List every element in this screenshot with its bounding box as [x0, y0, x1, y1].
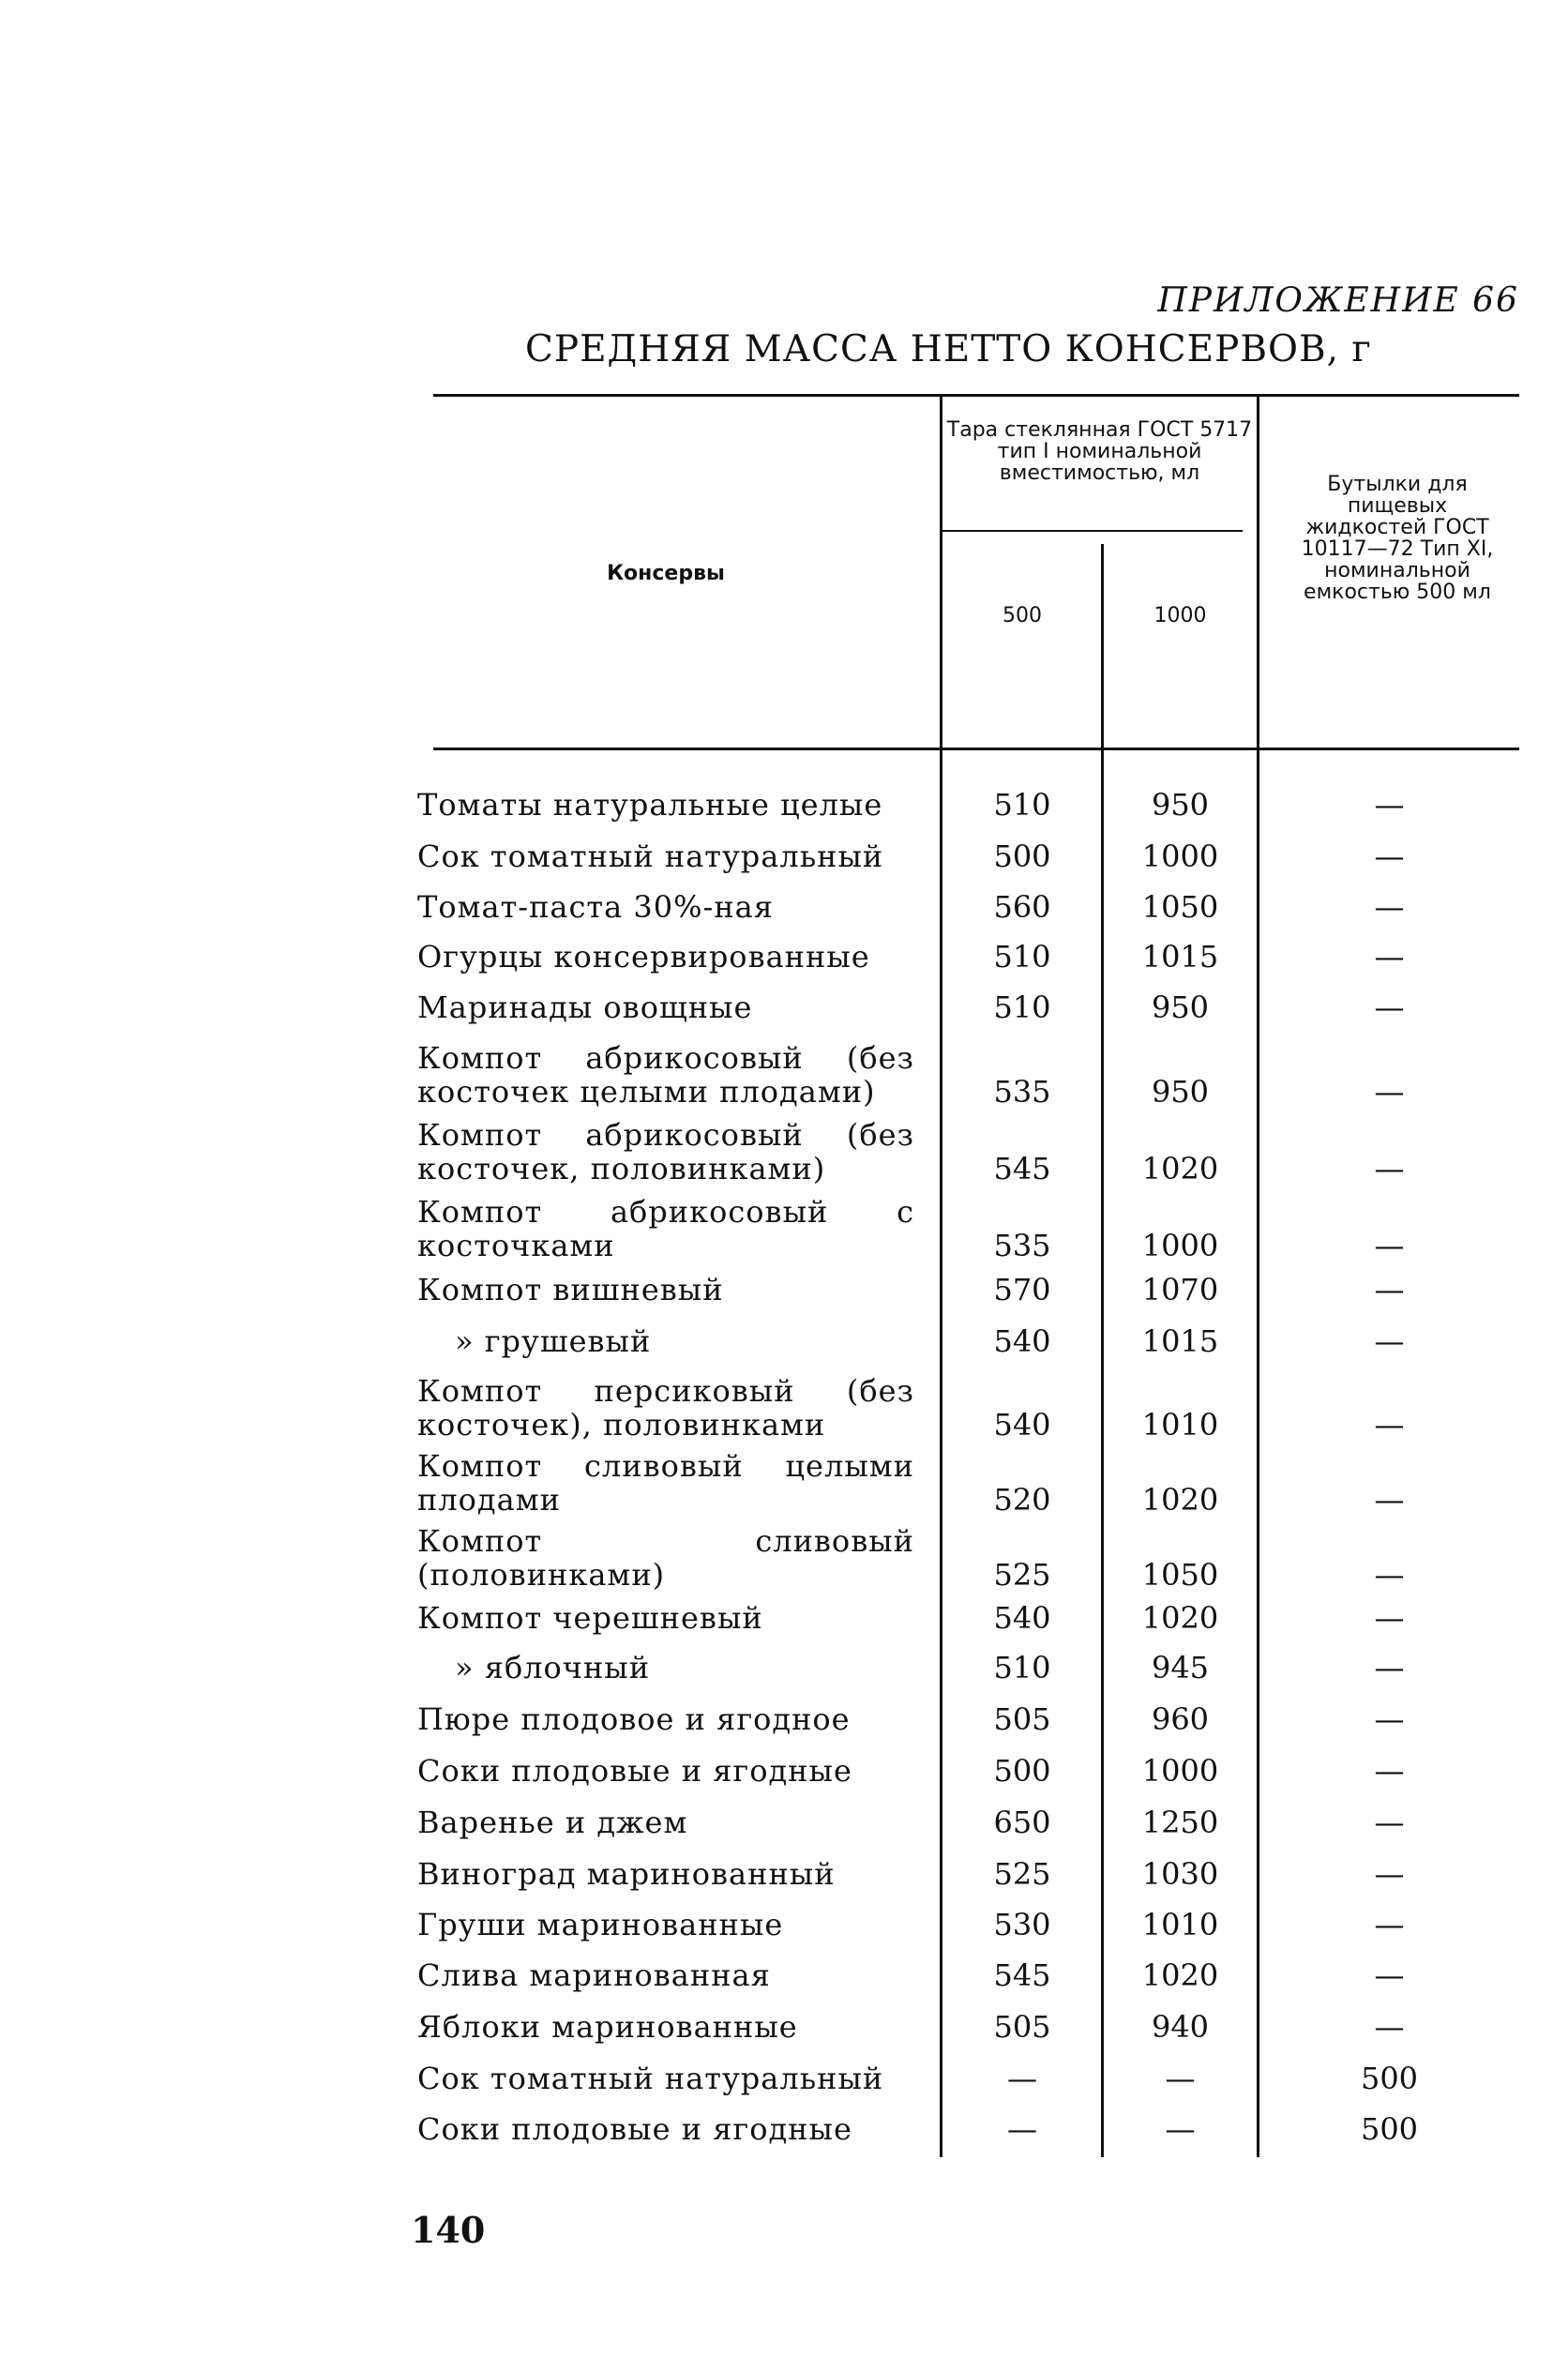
cell-1000: 1020: [1141, 1600, 1219, 1636]
cell-bottle: —: [1374, 1482, 1405, 1518]
row-name: Огурцы консервированные: [417, 939, 870, 975]
table-row: [417, 1806, 914, 1839]
row-name: Маринады овощные: [417, 990, 753, 1025]
cell-500: 500: [993, 839, 1051, 874]
cell-500: —: [1007, 2111, 1037, 2147]
row-name: Томат-паста 30%-ная: [417, 889, 774, 925]
cell-1000: 960: [1151, 1701, 1210, 1737]
table-top-rule: [433, 394, 1519, 397]
table-row: [417, 1041, 914, 1109]
table-row: [417, 1273, 914, 1307]
cell-500: 650: [993, 1805, 1051, 1840]
cell-bottle: —: [1374, 1907, 1405, 1942]
cell-bottle: —: [1374, 1753, 1405, 1789]
cell-500: 535: [993, 1228, 1051, 1263]
row-name: Варенье и джем: [417, 1805, 688, 1840]
cell-500: 540: [993, 1323, 1051, 1359]
cell-bottle: —: [1374, 1805, 1405, 1840]
table-row: [417, 940, 914, 974]
row-name: Пюре плодовое и ягодное: [417, 1701, 851, 1737]
cell-bottle: —: [1374, 1074, 1405, 1110]
cell-bottle: —: [1374, 1701, 1405, 1737]
cell-bottle: —: [1374, 1228, 1405, 1263]
cell-bottle: —: [1374, 1323, 1405, 1359]
table-row: [417, 1908, 914, 1942]
row-name: Виноград маринованный: [417, 1856, 836, 1892]
row-name: Соки плодовые и ягодные: [417, 1753, 852, 1789]
table-row: [417, 1702, 914, 1736]
table-row: [417, 2112, 914, 2146]
cell-1000: 1000: [1141, 1753, 1219, 1789]
cell-bottle: —: [1374, 787, 1405, 823]
cell-1000: 1010: [1141, 1907, 1219, 1942]
row-name: Соки плодовые и ягодные: [417, 2111, 852, 2147]
cell-bottle: —: [1374, 1151, 1405, 1186]
cell-500: 525: [993, 1557, 1051, 1593]
cell-1000: 1010: [1141, 1407, 1219, 1443]
cell-bottle: —: [1374, 1957, 1405, 1993]
table-row: [417, 990, 914, 1024]
header-glass-group: Тара стеклянная ГОСТ 5717 тип I номинальной вместимостью, мл: [946, 418, 1253, 485]
header-bottom-rule: [433, 748, 1519, 750]
table-row: [417, 1857, 914, 1891]
cell-1000: 1020: [1141, 1957, 1219, 1993]
row-name: Сок томатный натуральный: [417, 2061, 884, 2096]
table-row: [417, 1524, 914, 1592]
cell-500: 535: [993, 1074, 1051, 1110]
glass-group-rule: [942, 530, 1243, 532]
row-name: Компот абрикосовый с косточками: [417, 1194, 914, 1263]
cell-bottle: 500: [1360, 2111, 1419, 2147]
cell-bottle: —: [1374, 1557, 1405, 1593]
cell-bottle: 500: [1360, 2061, 1419, 2096]
cell-500: 540: [993, 1600, 1051, 1636]
cell-500: 510: [993, 787, 1051, 823]
cell-500: 530: [993, 1907, 1051, 1942]
row-name: Яблоки маринованные: [417, 2009, 798, 2045]
cell-500: 545: [993, 1151, 1051, 1186]
page-number: 140: [411, 2209, 486, 2251]
cell-bottle: —: [1374, 1856, 1405, 1892]
cell-bottle: —: [1374, 839, 1405, 874]
cell-1000: 1250: [1141, 1805, 1219, 1840]
cell-500: 520: [993, 1482, 1051, 1518]
header-col-name: Консервы: [607, 562, 725, 585]
table-row: [417, 2010, 914, 2044]
row-name: » яблочный: [455, 1650, 651, 1685]
cell-1000: 950: [1151, 787, 1210, 823]
cell-1000: 945: [1151, 1650, 1210, 1685]
header-glass-1000: 1000: [1153, 604, 1207, 627]
table-row: [417, 890, 914, 924]
row-name: Компот абрикосовый (без косточек, половинками): [417, 1117, 914, 1186]
table-row: [417, 1651, 914, 1685]
cell-1000: 1050: [1141, 1557, 1219, 1593]
cell-500: 510: [993, 1650, 1051, 1685]
cell-1000: 940: [1151, 2009, 1210, 2045]
table-row: [417, 1118, 914, 1186]
table-row: [417, 1195, 914, 1262]
row-name: Груши маринованные: [417, 1907, 784, 1942]
row-name: Сок томатный натуральный: [417, 839, 884, 874]
cell-500: 570: [993, 1272, 1051, 1307]
cell-1000: 950: [1151, 990, 1210, 1025]
appendix-label: ПРИЛОЖЕНИЕ 66: [1157, 281, 1519, 320]
cell-500: 505: [993, 1701, 1051, 1737]
header-bottles: Бутылки для пищевых жидкостей ГОСТ 10117—72 Тип XI, номинальной емкостью 500 мл: [1301, 473, 1494, 604]
cell-1000: —: [1165, 2061, 1196, 2096]
cell-500: 560: [993, 889, 1051, 925]
cell-1000: —: [1165, 2111, 1196, 2147]
table-row: [417, 1754, 914, 1788]
table-row: [417, 2062, 914, 2095]
cell-1000: 1030: [1141, 1856, 1219, 1892]
table-row: [417, 788, 914, 822]
header-glass-500: 500: [1003, 604, 1042, 627]
cell-1000: 1000: [1141, 1228, 1219, 1263]
cell-1000: 1015: [1141, 939, 1219, 975]
page-title: СРЕДНЯЯ МАССА НЕТТО КОНСЕРВОВ, г: [525, 328, 1372, 370]
row-name: Компот сливовый (половинками): [417, 1523, 914, 1593]
table-row: [417, 839, 914, 873]
cell-1000: 950: [1151, 1074, 1210, 1110]
cell-bottle: —: [1374, 990, 1405, 1025]
cell-500: —: [1007, 2061, 1037, 2096]
table-row: [417, 1601, 914, 1635]
cell-bottle: —: [1374, 2009, 1405, 2045]
cell-bottle: —: [1374, 1600, 1405, 1636]
table-row: [417, 1958, 914, 1992]
cell-bottle: —: [1374, 1407, 1405, 1443]
row-name: Компот черешневый: [417, 1600, 763, 1636]
cell-bottle: —: [1374, 939, 1405, 975]
cell-1000: 1015: [1141, 1323, 1219, 1359]
row-name: Компот абрикосовый (без косточек целыми плодами): [417, 1040, 914, 1110]
cell-bottle: —: [1374, 889, 1405, 925]
cell-1000: 1050: [1141, 889, 1219, 925]
table-row: [417, 1324, 914, 1358]
row-name: » грушевый: [455, 1323, 652, 1359]
cell-500: 510: [993, 939, 1051, 975]
row-name: Компот сливовый целыми плодами: [417, 1448, 914, 1518]
row-name: Компот персиковый (без косточек), половинками: [417, 1373, 914, 1443]
cell-500: 500: [993, 1753, 1051, 1789]
row-name: Компот вишневый: [417, 1272, 724, 1307]
cell-bottle: —: [1374, 1650, 1405, 1685]
cell-bottle: —: [1374, 1272, 1405, 1307]
cell-500: 505: [993, 2009, 1051, 2045]
table-row: [417, 1374, 914, 1442]
cell-500: 525: [993, 1856, 1051, 1892]
cell-500: 540: [993, 1407, 1051, 1443]
row-name: Слива маринованная: [417, 1957, 771, 1993]
cell-500: 545: [993, 1957, 1051, 1993]
cell-1000: 1020: [1141, 1482, 1219, 1518]
cell-1000: 1000: [1141, 839, 1219, 874]
cell-1000: 1020: [1141, 1151, 1219, 1186]
cell-500: 510: [993, 990, 1051, 1025]
row-name: Томаты натуральные целые: [417, 787, 883, 823]
table-row: [417, 1449, 914, 1517]
cell-1000: 1070: [1141, 1272, 1219, 1307]
